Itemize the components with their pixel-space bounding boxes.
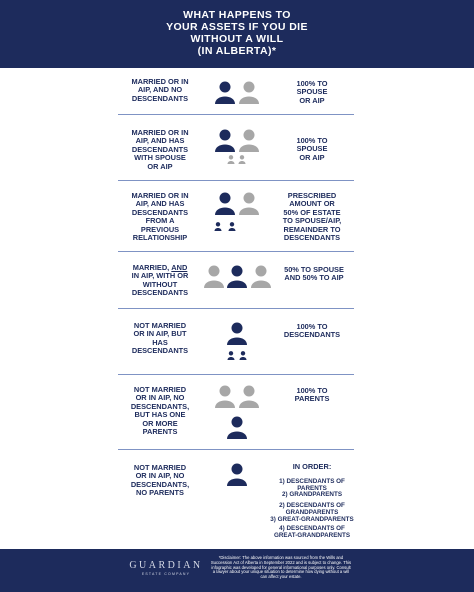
title-line: (IN ALBERTA)*: [197, 45, 277, 57]
outcome-line: TO SPOUSE/AIP,: [282, 216, 342, 226]
person-icon: [238, 129, 260, 152]
person-icon: [226, 322, 248, 345]
person-icon: [238, 81, 260, 104]
order-heading: IN ORDER:: [292, 462, 332, 471]
row-divider: [118, 449, 354, 450]
situation-line: MARRIED OR IN: [131, 128, 189, 137]
child-person-icon: [227, 155, 235, 164]
order-line: 2) DESCENDANTS OF: [279, 502, 345, 509]
order-line: 3) GREAT-GRANDPARENTS: [270, 516, 354, 523]
outcome-label: [270, 80, 354, 105]
outcome-line: REMAINDER TO: [283, 224, 341, 234]
header-banner: [0, 0, 474, 68]
situation-line: BUT HAS ONE: [134, 410, 186, 420]
situation-line: PARENTS: [142, 427, 178, 437]
outcome-line: 100% TO: [296, 322, 328, 331]
outcome-line: 50% OF ESTATE: [283, 207, 341, 217]
situation-line: DESCENDANTS,: [130, 401, 190, 411]
outcome-label: [270, 323, 354, 340]
situation-line: OR IN AIP, NO: [135, 393, 185, 403]
situation-line: DESCENDANTS,: [130, 479, 190, 489]
row-divider: [118, 251, 354, 252]
person-icon: [226, 463, 248, 486]
outcome-label: [270, 192, 354, 242]
person-icon: [238, 192, 260, 215]
logo-subtitle: ESTATE COMPANY: [141, 572, 191, 576]
logo-name: GUARDIAN: [129, 560, 203, 571]
situation-label: [114, 78, 206, 103]
order-line: 2) GRANDPARENTS: [281, 491, 343, 498]
situation-line: WITHOUT: [142, 279, 178, 289]
situation-line: DESCENDANTS: [131, 346, 189, 356]
outcome-line: PRESCRIBED: [287, 191, 337, 200]
situation-line: AIP, AND HAS: [135, 199, 185, 209]
emphasis-text: AND: [171, 263, 188, 272]
child-person-icon: [227, 351, 235, 360]
situation-line: FROM A: [145, 216, 175, 226]
person-icon: [214, 129, 236, 152]
person-icon: [214, 192, 236, 215]
outcome-line: AMOUNT OR: [289, 199, 335, 209]
situation-line: OR AIP: [147, 161, 173, 171]
outcome-line: 100% TO: [296, 79, 328, 88]
person-icon: [238, 385, 260, 408]
situation-line: OR IN AIP, BUT: [133, 329, 187, 339]
situation-line: OR IN AIP, NO: [135, 471, 185, 481]
outcome-line: OR AIP: [299, 152, 325, 162]
situation-line: NOT MARRIED: [133, 385, 187, 394]
situation-line: DESCENDANTS: [131, 207, 189, 217]
outcome-line: SPOUSE: [296, 144, 328, 154]
outcome-line: PARENTS: [294, 394, 330, 404]
situation-label: [114, 464, 206, 498]
outcome-line: SPOUSE: [296, 87, 328, 97]
situation-label: [114, 192, 206, 242]
situation-line: AIP, AND HAS: [135, 136, 185, 146]
situation-line: DESCENDANTS: [131, 288, 189, 298]
situation-line: NOT MARRIED: [133, 463, 187, 472]
child-person-icon: [214, 222, 222, 231]
situation-line: OR MORE: [142, 418, 178, 428]
situation-line: NOT MARRIED: [133, 321, 187, 330]
situation-line: IN AIP, WITH OR: [131, 271, 189, 281]
outcome-label: [270, 387, 354, 404]
person-icon: [226, 265, 248, 288]
situation-label: [114, 264, 206, 298]
outcome-line: 50% TO SPOUSE: [284, 265, 344, 274]
situation-line: DESCENDANTS: [131, 93, 189, 103]
situation-label: [114, 129, 206, 171]
outcome-line: DESCENDANTS: [283, 330, 341, 340]
person-icon: [214, 81, 236, 104]
title-line: YOUR ASSETS IF YOU DIE: [166, 21, 308, 33]
title-line: WITHOUT A WILL: [190, 33, 284, 45]
outcome-line: 100% TO: [296, 386, 328, 395]
order-line: GREAT-GRANDPARENTS: [273, 532, 351, 539]
outcome-line: OR AIP: [299, 95, 325, 105]
title-line: WHAT HAPPENS TO: [183, 9, 291, 21]
situation-text: MARRIED,: [132, 263, 172, 272]
outcome-line: 100% TO: [296, 136, 328, 145]
person-icon: [214, 385, 236, 408]
person-icon: [203, 265, 225, 288]
situation-label: [114, 322, 206, 356]
child-person-icon: [239, 351, 247, 360]
child-person-icon: [228, 222, 236, 231]
row-divider: [118, 374, 354, 375]
situation-line: AIP, AND NO: [137, 85, 183, 95]
company-logo: [128, 560, 204, 576]
situation-line: RELATIONSHIP: [132, 233, 188, 243]
person-icon: [250, 265, 272, 288]
outcome-label: [270, 137, 354, 162]
situation-line: WITH SPOUSE: [134, 153, 186, 163]
situation-line: MARRIED OR IN: [131, 77, 189, 86]
situation-line: MARRIED OR IN: [131, 191, 189, 200]
outcome-line: AND 50% TO AIP: [284, 273, 344, 283]
order-line: GRANDPARENTS: [285, 509, 339, 516]
situation-label: [114, 386, 206, 436]
order-line: 1) DESCENDANTS OF: [279, 478, 345, 485]
situation-line: HAS: [152, 337, 168, 347]
disclaimer-text: *Disclaimer: The above information was sourced from the Wills and Succession Act of Alberta in September 2022 and is subject to change. This infographic was developed for general informational purposes only. Consult a lawyer about your unique situation to determine how dying without a will can affect your estate.: [210, 555, 352, 580]
row-divider: [118, 308, 354, 309]
row-divider: [118, 114, 354, 115]
order-line: PARENTS: [297, 485, 327, 492]
situation-line: PREVIOUS: [140, 224, 180, 234]
situation-line: DESCENDANTS: [131, 144, 189, 154]
outcome-label: [274, 266, 354, 283]
person-icon: [226, 416, 248, 439]
order-line: 4) DESCENDANTS OF: [279, 525, 345, 532]
child-person-icon: [238, 155, 246, 164]
situation-line: NO PARENTS: [136, 488, 184, 498]
row-divider: [118, 180, 354, 181]
outcome-line: DESCENDANTS: [283, 233, 341, 243]
